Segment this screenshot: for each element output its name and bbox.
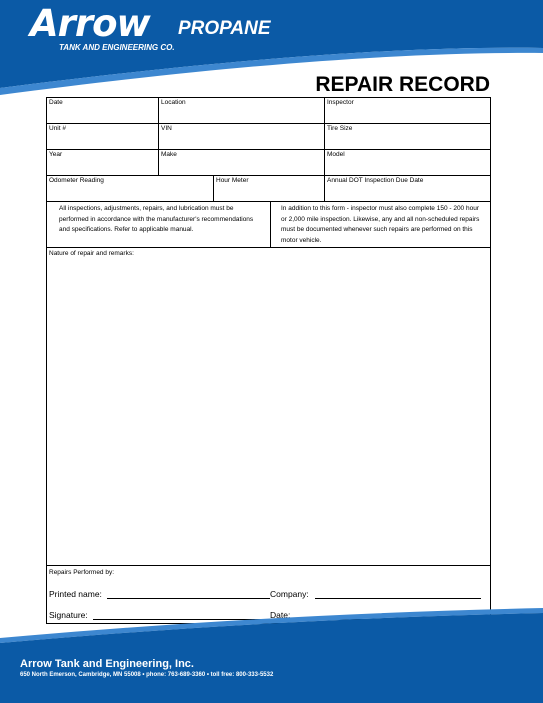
notice-right-text: In addition to this form - inspector must also complete 150 - 200 hour or 2,000 mile inspection. Likewise, any and all non-scheduled repairs must be documented whenever such repairs are performed on this motor vehicle. bbox=[281, 205, 480, 244]
make-field[interactable] bbox=[158, 150, 324, 175]
vin-field[interactable] bbox=[158, 124, 324, 149]
repairs-by-label: Repairs Performed by: bbox=[49, 569, 115, 576]
notice-left bbox=[47, 202, 270, 247]
unit-label: Unit # bbox=[49, 125, 66, 132]
footer-address: 650 North Emerson, Cambridge, MN 55008 • phone: 763-689-3360 • toll free: 800-333-5532 bbox=[20, 672, 274, 678]
tire-size-field[interactable] bbox=[324, 124, 492, 149]
form-row-4 bbox=[47, 176, 490, 202]
form-row-1 bbox=[47, 98, 490, 124]
date-label: Date bbox=[49, 99, 63, 106]
repair-record-form bbox=[46, 97, 491, 624]
form-row-2 bbox=[47, 124, 490, 150]
model-label: Model bbox=[327, 151, 345, 158]
odometer-label: Odometer Reading bbox=[49, 177, 104, 184]
notices-row bbox=[47, 202, 490, 248]
inspector-label: Inspector bbox=[327, 99, 354, 106]
printed-name-label: Printed name: bbox=[49, 589, 102, 599]
form-row-3 bbox=[47, 150, 490, 176]
year-field[interactable] bbox=[47, 150, 158, 175]
footer-company-name: Arrow Tank and Engineering, Inc. bbox=[20, 658, 194, 670]
brand-subtitle: TANK AND ENGINEERING CO. bbox=[59, 43, 175, 52]
location-label: Location bbox=[161, 99, 186, 106]
hour-meter-label: Hour Meter bbox=[216, 177, 249, 184]
location-field[interactable] bbox=[158, 98, 324, 123]
tire-size-label: Tire Size bbox=[327, 125, 353, 132]
notice-right bbox=[270, 202, 492, 247]
brand-product: PROPANE bbox=[178, 18, 271, 39]
remarks-label: Nature of repair and remarks: bbox=[49, 250, 134, 257]
printed-name-line[interactable] bbox=[107, 598, 270, 599]
page-title: REPAIR RECORD bbox=[315, 73, 490, 96]
make-label: Make bbox=[161, 151, 177, 158]
footer-banner bbox=[0, 608, 543, 703]
inspector-field[interactable] bbox=[324, 98, 492, 123]
vin-label: VIN bbox=[161, 125, 172, 132]
model-field[interactable] bbox=[324, 150, 492, 175]
brand-logo: Arrow bbox=[30, 2, 150, 45]
dot-due-field[interactable] bbox=[324, 176, 492, 201]
unit-field[interactable] bbox=[47, 124, 158, 149]
dot-due-label: Annual DOT Inspection Due Date bbox=[327, 177, 424, 184]
odometer-field[interactable] bbox=[47, 176, 213, 201]
signature-date-label: Date: bbox=[270, 610, 291, 620]
hour-meter-field[interactable] bbox=[213, 176, 324, 201]
signature-label: Signature: bbox=[49, 610, 88, 620]
year-label: Year bbox=[49, 151, 63, 158]
notice-left-text: All inspections, adjustments, repairs, and lubrication must be performed in accordance with the manufacturer's recommendations and specifications. Refer to applicable manual. bbox=[59, 205, 254, 233]
remarks-field[interactable] bbox=[47, 248, 490, 566]
company-label: Company: bbox=[270, 589, 309, 599]
date-field[interactable] bbox=[47, 98, 158, 123]
company-line[interactable] bbox=[315, 598, 481, 599]
